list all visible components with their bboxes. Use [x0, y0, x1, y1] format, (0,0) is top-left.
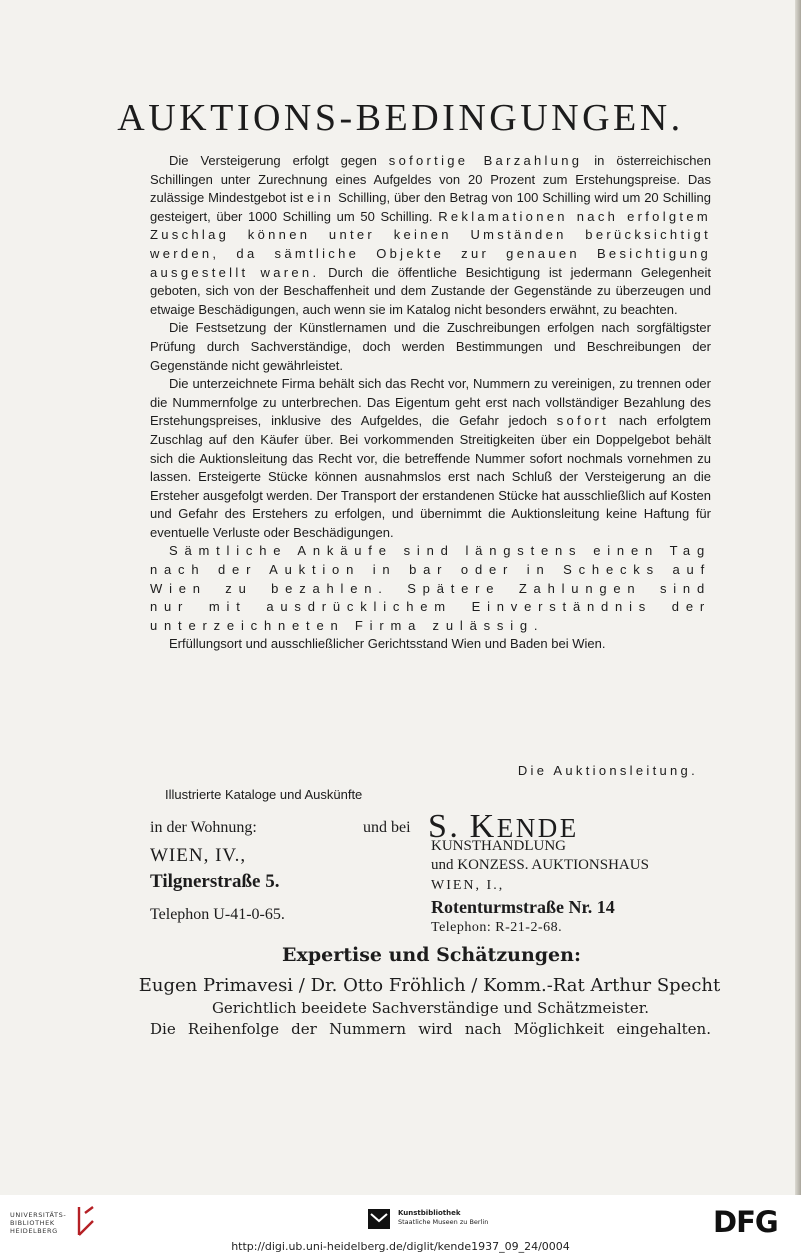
catalog-note: Illustrierte Kataloge und Auskünfte	[165, 787, 363, 802]
left-contact-heading: in der Wohnung:	[150, 819, 257, 836]
right-contact-heading: und bei	[363, 819, 411, 836]
ub-logo-line: UNIVERSITÄTS-	[10, 1211, 67, 1219]
right-contact-street: Rotenturmstraße Nr. 14	[431, 897, 615, 917]
kb-title: Kunstbibliothek	[398, 1209, 461, 1217]
ub-heidelberg-logo[interactable]	[10, 1211, 66, 1235]
ub-mark-icon	[75, 1205, 97, 1237]
text-run: Schilling, über den Betrag von 100 Schilling wird um 20 Schilling gesteigert, über 1000 Schilling um 50 Schilling.	[150, 190, 711, 224]
firm-line-1: KUNSTHANDLUNG	[431, 838, 566, 854]
permalink-url[interactable]: http://digi.ub.uni-heidelberg.de/diglit/kende1937_09_24/0004	[231, 1240, 570, 1253]
text-run: Die Versteigerung erfolgt gegen	[169, 153, 389, 168]
text-run: nach erfolgtem Zuschlag auf den Käufer über. Bei vorkommenden Streitigkeiten über ein Doppelgebot behält sich die Auktionsleitung das Recht vor, die betreffende Nummer sofort nochmals vornehmen zu lassen. Ersteigerte Stücke können ausnahmslos erst nach Schluß der Versteigerung an die Ersteher ausgefolgt werden. Der Transport der erstandenen Stücke hat ausschließlich auf Kosten und Gefahr des Erstehers zu erfolgen, und übernimmt die Auktionsleitung keine Haftung für eventuelle Verluste oder Beschädigungen.	[150, 413, 711, 540]
ub-logo-line: HEIDELBERG	[10, 1227, 58, 1235]
firm-line-2: und KONZESS. AUKTIONSHAUS	[431, 857, 649, 873]
kunstbibliothek-logo[interactable]	[398, 1209, 488, 1227]
kb-subtitle: Staatliche Museen zu Berlin	[398, 1218, 489, 1226]
spaced-text: ein	[306, 190, 335, 206]
firm-name-rest: ENDE	[496, 813, 579, 843]
firm-name-capital: K	[469, 808, 497, 845]
paragraph-payment	[150, 152, 711, 319]
text-run: Die unterzeichnete Firma behält sich das Recht vor, Nummern zu vereinigen, zu trennen oder die Nummernfolge zu unterbrechen. Das Eigentum geht erst nach vollständiger Bezahlung des Erstehungspreises, inklusive des Aufgeldes, die Gefahr jedoch	[150, 376, 711, 429]
left-contact-street: Tilgnerstraße 5.	[150, 871, 280, 892]
paragraph-jurisdiction: Erfüllungsort und ausschließlicher Gerichtsstand Wien und Baden bei Wien.	[169, 636, 606, 652]
spaced-text: sofortige Barzahlung	[388, 153, 583, 168]
text-run: Durch die öffentliche Besichtigung ist jedermann Gelegenheit geboten, sich von der Beschaffenheit und dem Zustande der Gegenstände zu überzeugen und etwaige Beschädigungen, auch wenn sie im Katalog nicht besonders erwähnt, zu beachten.	[150, 264, 711, 317]
ub-logo-line: BIBLIOTHEK	[10, 1219, 55, 1227]
right-contact-city: WIEN, I.,	[431, 878, 505, 893]
page-title: AUKTIONS-BEDINGUNGEN.	[117, 97, 684, 139]
signoff: Die Auktionsleitung.	[517, 763, 698, 778]
spaced-text: sofort	[556, 413, 610, 429]
terms-body	[150, 152, 711, 654]
experts-description: Gerichtlich beeidete Sachverständige und Schätzmeister.	[211, 999, 650, 1017]
left-contact-city: WIEN, IV.,	[150, 845, 247, 866]
dfg-logo[interactable]: DFG	[713, 1205, 778, 1239]
text-run: in österreichischen Schillingen unter Zurechnung eines Aufgeldes von 20 Prozent zum Erstehungspreise. Das zulässige Mindestgebot ist	[150, 153, 711, 206]
right-contact-phone: Telephon: R-21-2-68.	[431, 920, 563, 935]
paragraph-firm-rights	[150, 375, 711, 542]
order-note: Die Reihenfolge der Nummern wird nach Möglichkeit eingehalten.	[150, 1020, 711, 1038]
paragraph-attribution: Die Festsetzung der Künstlernamen und die Zuschreibungen erfolgen nach sorgfältigster Prüfung durch Sachverständige, doch werden Bestimmungen und Beschreibungen der Gegenstände nicht gewährleistet.	[150, 320, 711, 373]
expertise-heading: Expertise und Schätzungen:	[282, 944, 581, 966]
left-contact-phone: Telephon U-41-0-65.	[150, 906, 285, 923]
experts-names: Eugen Primavesi / Dr. Otto Fröhlich / Komm.-Rat Arthur Specht	[138, 975, 721, 996]
paragraph-purchases: Sämtliche Ankäufe sind längstens einen Tag nach der Auktion in bar oder in Schecks auf Wien zu bezahlen. Spätere Zahlungen sind nur mit ausdrücklichem Einverständnis der unterzeichneten Firma zulässig.	[150, 543, 711, 633]
kunstbibliothek-logo-icon	[368, 1209, 390, 1229]
firm-name-initial: S.	[428, 808, 461, 845]
spaced-text: Reklamationen nach erfolgtem Zuschlag können unter keinen Umständen berücksichtigt werden, da sämtliche Objekte zur genauen Besichtigung ausgestellt waren.	[150, 208, 711, 280]
